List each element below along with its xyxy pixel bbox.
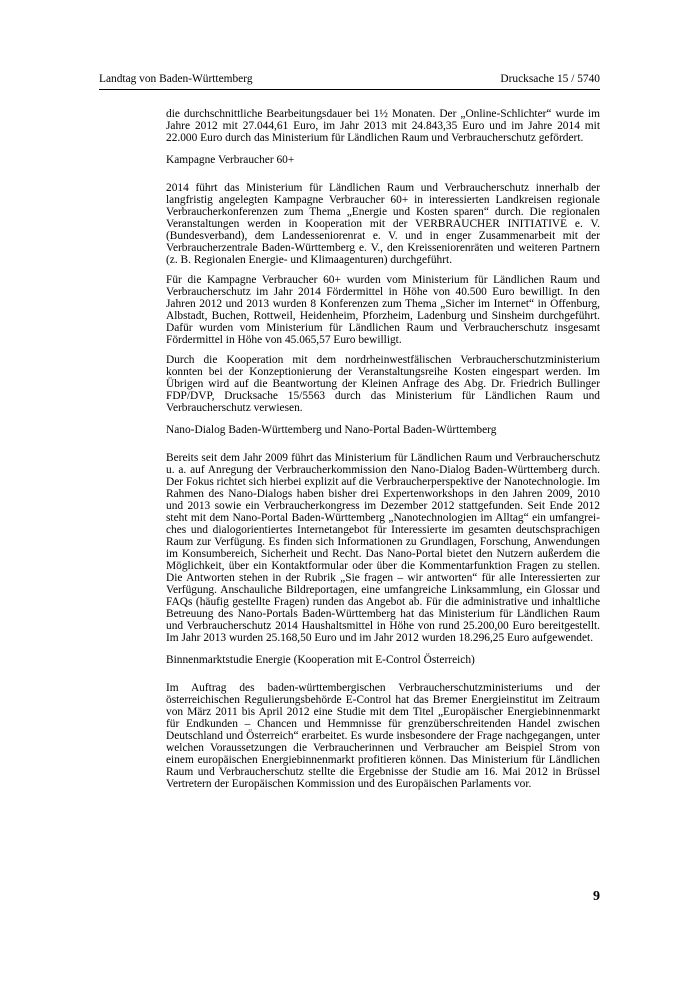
paragraph-binnenmarktstudie: Im Auftrag des baden-württembergischen Verbraucherschutzministeriums und der österreichischen Regulierungsbehörde E-Control hat das Bremer Energieinstitut im Zeitraum von März 2011 bis April 2012 eine Studie mit dem Titel „Europäischer Energiebinnenmarkt für Endkunden – Chancen und Hemmnisse für grenzüberschreitenden Handel zwischen Deutschland und Österreich“ erarbeitet. Es wurde insbesondere der Frage nachgegangen, unter welchen Voraussetzungen die Verbraucherinnen und Verbraucher am Beispiel Strom von einem europäischen Energiebinnenmarkt profitieren können. Das Ministerium für Ländlichen Raum und Verbraucherschutz stellte die Ergebnisse der Studie am 16. Mai 2012 in Brüssel Vertretern der Europäischen Kommission und des Europäischen Parlaments vor. <box>166 682 600 790</box>
header-divider <box>99 89 600 90</box>
section-heading-verbraucher-60: Kampagne Verbraucher 60+ <box>166 154 295 166</box>
paragraph-nano-dialog: Bereits seit dem Jahr 2009 führt das Ministerium für Ländlichen Raum und Verbraucherschutz u. a. auf Anregung der Verbraucherkommission den Nano-Dialog Baden-Württemberg durch. Der Fokus richtet sich hierbei explizit auf die Verbraucherperspektive der Nanotechnologie. Im Rahmen des Nano-Dialogs haben bisher drei Expertenworkshops in den Jahren 2009, 2010 und 2013 sowie ein Verbraucherkongress im Dezember 2012 stattgefunden. Seit Ende 2012 steht mit dem Nano-Portal Baden-Württemberg „Nanotechnologien im Alltag“ ein umfangreiches und dialogorientiertes Internetangebot für Interessierte im gesamten deutschsprachigen Raum zur Verfügung. Es finden sich Informationen zu Grundlagen, Forschung, Anwendungen im Konsumbereich, Sicherheit und Recht. Das Nano-Portal bietet den Nutzern außerdem die Möglichkeit, über ein Kontaktformular oder über die Kommentarfunktion Fragen zu stellen. Die Antworten stehen in der Rubrik „Sie fragen – wir antworten“ für alle Interessierten zur Verfügung. Anschauliche Bildreportagen, eine umfangreiche Linksammlung, ein Glossar und FAQs (häufig gestellte Fragen) runden das Angebot ab. Für die administrative und inhaltliche Betreuung des Nano-Portals Baden-Württemberg hat das Ministerium für Ländlichen Raum und Verbraucherschutz 2014 Haushaltsmittel in Höhe von rund 25.200,00 Euro bereitgestellt. Im Jahr 2013 wurden 25.168,50 Euro und im Jahr 2012 wurden 18.296,25 Euro aufgewendet. <box>166 452 600 644</box>
section-heading-binnenmarktstudie: Binnenmarktstudie Energie (Kooperation mit E-Control Österreich) <box>166 654 475 666</box>
document-body <box>166 108 600 798</box>
paragraph-verbraucherkonferenzen: 2014 führt das Ministerium für Ländlichen Raum und Verbraucherschutz innerhalb der langfristig angelegten Kampagne Verbraucher 60+ in interessierten Landkreisen regionale Verbraucherkonferenzen zum Thema „Energie und Kosten sparen“ durch. Die regionalen Veranstaltungen werden in Kooperation mit der VERBRAUCHER INITIATIVE e. V. (Bundesverband), dem Landesseniorenrat e. V. und in enger Zusammenarbeit mit der Verbraucherzentrale Baden-Württemberg e. V., den Kreisseniorenräten und weiteren Partnern (z. B. Regionalen Energie- und Klimaagenturen) durchgeführt. <box>166 182 600 266</box>
header-document-number: Drucksache 15 / 5740 <box>500 73 600 85</box>
paragraph-kampagne-foerdermittel: Für die Kampagne Verbraucher 60+ wurden vom Ministerium für Ländlichen Raum und Verbraucherschutz im Jahr 2014 Fördermittel in Höhe von 40.500 Euro bewilligt. In den Jahren 2012 und 2013 wurden 8 Konferenzen zum Thema „Sicher im Internet“ in Offenburg, Albstadt, Buchen, Rottweil, Heidenheim, Pforzheim, Ladenburg und Sinsheim durchgeführt. Dafür wurden vom Ministerium für Ländlichen Raum und Verbraucherschutz insgesamt Fördermittel in Höhe von 45.065,57 Euro bewilligt. <box>166 274 600 346</box>
section-heading-nano-dialog: Nano-Dialog Baden-Württemberg und Nano-Portal Baden-Württemberg <box>166 424 497 436</box>
page-header <box>99 71 600 87</box>
paragraph-online-schlichter: die durchschnittliche Bearbeitungsdauer bei 1½ Monaten. Der „Online-Schlichter“ wurde im Jahre 2012 mit 27.044,61 Euro, im Jahr 2013 mit 24.843,35 Euro und im Jahre 2014 mit 22.000 Euro durch das Ministerium für Ländlichen Raum und Verbraucherschutz gefördert. <box>166 108 600 144</box>
page-number: 9 <box>593 889 600 904</box>
paragraph-kooperation-nrw: Durch die Kooperation mit dem nordrheinwestfälischen Verbraucherschutzministerium konnten bei der Konzeptionierung der Veranstaltungsreihe Kosten eingespart werden. Im Übrigen wird auf die Beantwortung der Kleinen Anfrage des Abg. Dr. Friedrich Bullinger FDP/DVP, Drucksache 15/5563 durch das Ministerium für Ländlichen Raum und Verbraucherschutz verwiesen. <box>166 354 600 414</box>
header-parliament-name: Landtag von Baden-Württemberg <box>99 73 253 85</box>
